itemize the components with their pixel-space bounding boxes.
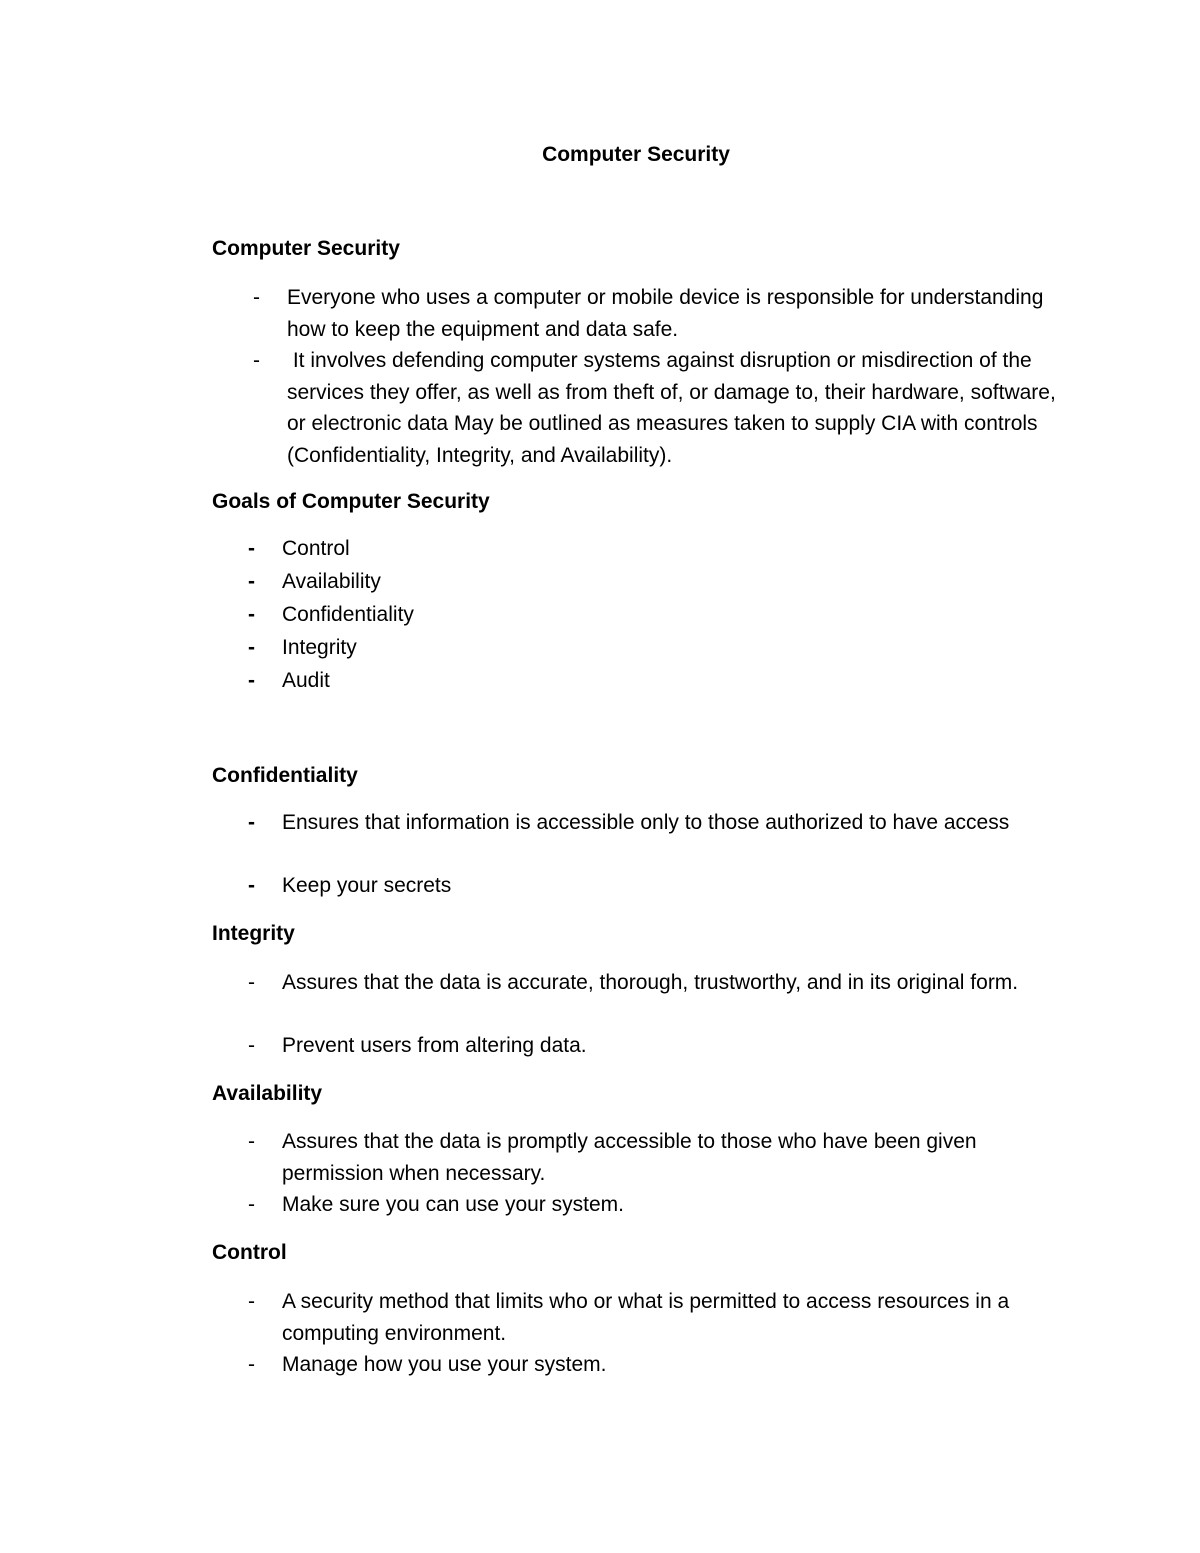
list-item [248, 870, 1042, 902]
bullet-dash: - [248, 537, 255, 560]
bullet-dash: - [248, 570, 255, 593]
bullet-dash: - [248, 811, 255, 834]
list-item-text: Ensures that information is accessible only to those authorized to have access [282, 811, 1010, 834]
list-item-text: Prevent users from altering data. [282, 1034, 587, 1057]
list-item-text: Everyone who uses a computer or mobile device is responsible for understanding how to keep the equipment and data safe. [287, 286, 1044, 341]
list-item-text: Availability [282, 570, 381, 593]
list-item-text: Assures that the data is promptly accessible to those who have been given permission when necessary. [282, 1130, 977, 1185]
bullet-dash: - [248, 971, 255, 994]
list-item [248, 665, 1072, 697]
list-item-text: Confidentiality [282, 603, 414, 626]
bullet-dash: - [253, 349, 260, 372]
section-heading-confidentiality: Confidentiality [212, 764, 358, 787]
list-item [253, 282, 1077, 345]
list-item-text: Keep your secrets [282, 874, 452, 897]
list-item [248, 967, 1072, 999]
bullet-dash: - [248, 1353, 255, 1376]
list-item [248, 1126, 1042, 1189]
list-item-text: Integrity [282, 636, 357, 659]
bullet-dash: - [253, 286, 260, 309]
list-item-text: A security method that limits who or what is permitted to access resources in a computing environment. [282, 1290, 1010, 1345]
page-title: Computer Security [542, 143, 730, 166]
list-item [248, 566, 1072, 598]
section-heading-integrity: Integrity [212, 922, 295, 945]
section-heading-computer-security: Computer Security [212, 237, 400, 260]
bullet-dash: - [248, 1193, 255, 1216]
list-item [248, 807, 1042, 839]
list-item-text: It involves defending computer systems against disruption or misdirection of the services they offer, as well as from theft of, or damage to, their hardware, software, or electronic data May be outlined as measures taken to supply CIA with controls (Confidentiality, Integrity, and Availability). [287, 349, 1062, 467]
list-item-text: Assures that the data is accurate, thorough, trustworthy, and in its original form. [282, 971, 1019, 994]
bullet-dash: - [248, 1290, 255, 1313]
bullet-dash: - [248, 636, 255, 659]
section-heading-control: Control [212, 1241, 287, 1264]
bullet-dash: - [248, 669, 255, 692]
list-item [248, 1189, 1072, 1221]
list-item [248, 1286, 1072, 1349]
list-item-text: Make sure you can use your system. [282, 1193, 624, 1216]
bullet-dash: - [248, 874, 255, 897]
section-heading-goals: Goals of Computer Security [212, 490, 490, 513]
list-item-text: Manage how you use your system. [282, 1353, 607, 1376]
bullet-dash: - [248, 1130, 255, 1153]
list-item-text: Audit [282, 669, 330, 692]
list-item [248, 632, 1072, 664]
list-item [248, 1349, 1072, 1381]
list-item [248, 599, 1072, 631]
list-item [248, 533, 1072, 565]
list-item [253, 345, 1077, 471]
bullet-dash: - [248, 1034, 255, 1057]
list-item-text: Control [282, 537, 350, 560]
section-heading-availability: Availability [212, 1082, 323, 1105]
list-item [248, 1030, 1072, 1062]
bullet-dash: - [248, 603, 255, 626]
